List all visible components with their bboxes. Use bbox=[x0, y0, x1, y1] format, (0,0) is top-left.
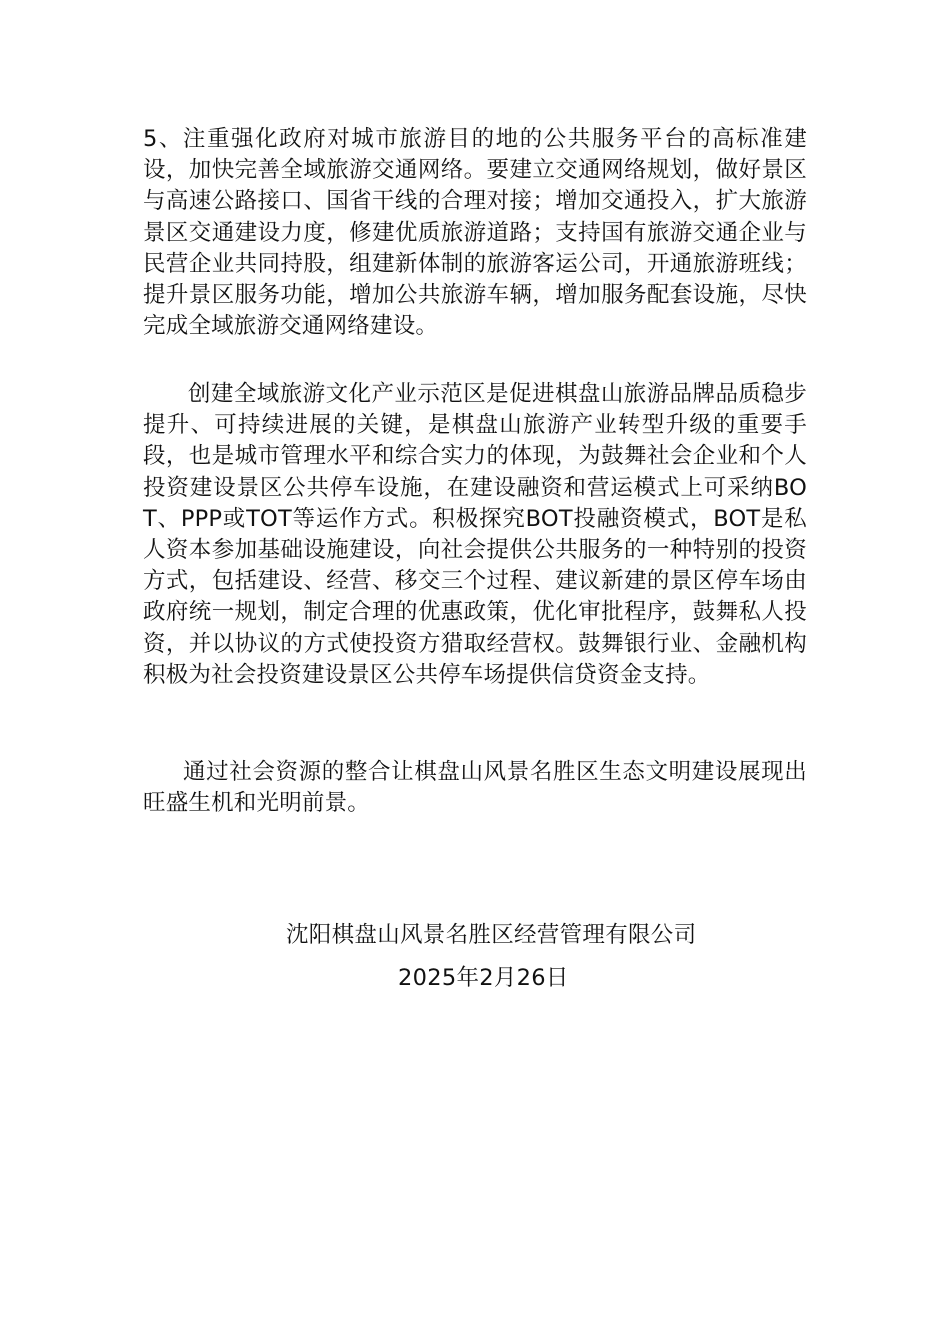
paragraph-traffic-network: 5、注重强化政府对城市旅游目的地的公共服务平台的高标准建设，加快完善全域旅游交通网络。要建立交通网络规划，做好景区与高速公路接口、国省干线的合理对接；增加交通投入，扩大旅游景区交通建设力度，修建优质旅游道路；支持国有旅游交通企业与民营企业共同持股，组建新体制的旅游客运公司，开通旅游班线；提升景区服务功能，增加公共旅游车辆，增加服务配套设施，尽快完成全域旅游交通网络建设。 bbox=[143, 126, 807, 340]
paragraph-conclusion: 通过社会资源的整合让棋盘山风景名胜区生态文明建设展现出旺盛生机和光明前景。 bbox=[143, 759, 807, 817]
paragraph-demonstration-zone: 创建全域旅游文化产业示范区是促进棋盘山旅游品牌品质稳步提升、可持续进展的关键，是棋盘山旅游产业转型升级的重要手段，也是城市管理水平和综合实力的体现，为鼓舞社会企业和个人投资建设景区公共停车设施，在建设融资和营运模式上可采纳BOT、PPP或TOT等运作方式。积极探究BOT投融资模式，BOT是私人资本参加基础设施建设，向社会提供公共服务的一种特别的投资方式，包括建设、经营、移交三个过程、建议新建的景区停车场由政府统一规划，制定合理的优惠政策，优化审批程序，鼓舞私人投资，并以协议的方式使投资方猎取经营权。鼓舞银行业、金融机构积极为社会投资建设景区公共停车场提供信贷资金支持。 bbox=[143, 381, 807, 688]
signature-company: 沈阳棋盘山风景名胜区经营管理有限公司 bbox=[286, 922, 697, 948]
signature-date: 2025年2月26日 bbox=[398, 965, 569, 991]
